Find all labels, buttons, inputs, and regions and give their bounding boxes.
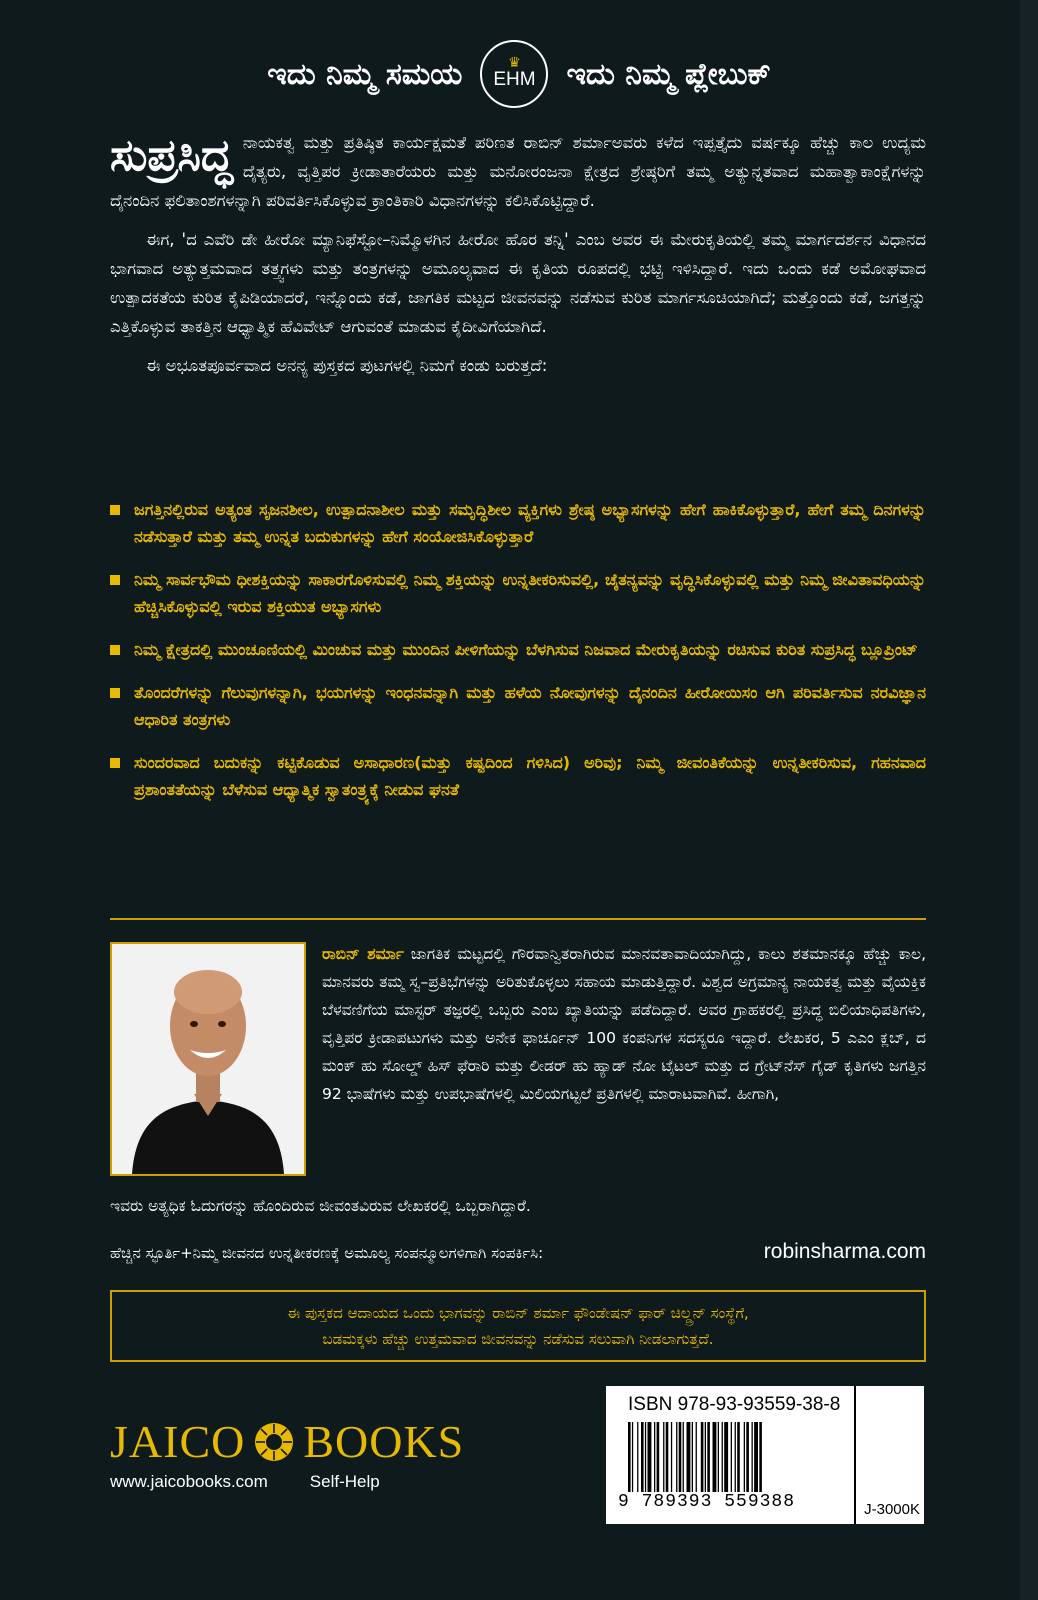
barcode-bar <box>731 1422 732 1492</box>
barcode-bar <box>648 1422 652 1492</box>
list-intro: ಈ ಅಭೂತಪೂರ್ವವಾದ ಅನನ್ಯ ಪುಸ್ತಕದ ಪುಟಗಳಲ್ಲಿ ನಿಮಗೆ ಕಂಡು ಬರುತ್ತದೆ: <box>146 356 548 375</box>
bullet-list <box>110 496 926 819</box>
barcode-bar <box>754 1422 758 1492</box>
square-bullet-icon <box>110 758 120 768</box>
list-item <box>110 566 926 620</box>
barcode-bar <box>628 1422 631 1492</box>
ehm-logo <box>480 40 548 108</box>
barcode-bar <box>701 1422 704 1492</box>
list-item <box>110 679 926 733</box>
barcode-bar <box>641 1422 644 1492</box>
barcode-bar <box>737 1422 740 1492</box>
list-item-text: ತೊಂದರೆಗಳನ್ನು ಗೆಲುವುಗಳನ್ನಾಗಿ, ಭಯಗಳನ್ನು ಇಂಧನವನ್ನಾಗಿ ಮತ್ತು ಹಳೆಯ ನೋವುಗಳನ್ನು ದೈನಂದಿನ ಹೀರೋಯಿಸಂ ಆಗಿ ಪರಿವರ್ತಿಸುವ ನರವಿಜ್ಞಾನ ಆಧಾರಿತ ತಂತ್ರಗಳು <box>134 683 926 729</box>
barcode-bar <box>705 1422 706 1492</box>
barcode-bar <box>683 1422 684 1492</box>
price-cell <box>854 1386 924 1524</box>
intro-paragraph-1: ನಾಯಕತ್ವ ಮತ್ತು ಪ್ರತಿಷ್ಠಿತ ಕಾರ್ಯಕ್ಷಮತೆ ಪರಿಣತ ರಾಬಿನ್ ಶರ್ಮಾಅವರು ಕಳೆದ ಇಪ್ಪತ್ತೈದು ವರ್ಷಕ್ಕೂ ಹೆಚ್ಚು ಕಾಲ ಉದ್ಯಮ ದೈತ್ಯರು, ವೃತ್ತಿಪರ ಕ್ರೀಡಾತಾರೆಯರು ಮತ್ತು ಮನೋರಂಜನಾ ಕ್ಷೇತ್ರದ ಶ್ರೇಷ್ಠರಿಗೆ ತಮ್ಮ ಅತ್ಯುನ್ನತವಾದ ಮಹಾತ್ವಾಕಾಂಕ್ಷೆಗಳನ್ನು ದೈನಂದಿನ ಫಲಿತಾಂಶಗಳನ್ನಾಗಿ ಪರಿವರ್ತಿಸಿಕೊಳ್ಳುವ ಕ್ರಾಂತಿಕಾರಿ ವಿಧಾನಗಳನ್ನು ಕಲಿಸಿಕೊಟ್ಟಿದ್ದಾರೆ. <box>110 133 926 210</box>
publisher-logo-right: BOOKS <box>303 1416 465 1467</box>
barcode-bar <box>637 1422 638 1492</box>
barcode-bar <box>632 1422 633 1492</box>
barcode-bar <box>746 1422 749 1492</box>
barcode-digits: 9 789393 559388 <box>618 1492 796 1512</box>
crown-icon: ♛ <box>508 55 521 71</box>
barcode-bar <box>722 1422 723 1492</box>
publisher-website[interactable]: www.jaicobooks.com <box>110 1472 268 1491</box>
donation-box <box>110 1290 926 1362</box>
publisher-block <box>110 1415 464 1492</box>
barcode-bar <box>687 1422 691 1492</box>
barcode-bar <box>676 1422 677 1492</box>
barcode-bar <box>752 1422 753 1492</box>
book-category: Self-Help <box>309 1472 380 1491</box>
barcode-bar <box>744 1422 745 1492</box>
barcode-bar <box>663 1422 664 1492</box>
cover-edge <box>1020 0 1038 1600</box>
barcode-bar <box>657 1422 660 1492</box>
list-item-text: ಜಗತ್ತಿನಲ್ಲಿರುವ ಅತ್ಯಂತ ಸೃಜನಶೀಲ, ಉತ್ಪಾದನಾಶೀಲ ಮತ್ತು ಸಮೃದ್ಧಿಶೀಲ ವ್ಯಕ್ತಿಗಳು ಶ್ರೇಷ್ಠ ಅಭ್ಯಾಸಗಳನ್ನು ಹೇಗೆ ಹಾಕಿಕೊಳ್ಳುತ್ತಾರೆ, ಹೇಗೆ ತಮ್ಮ ದಿನಗಳನ್ನು ನಡೆಸುತ್ತಾರೆ ಮತ್ತು ತಮ್ಮ ಉನ್ನತ ಬದುಕುಗಳನ್ನು ಹೇಗೆ ಸಂಯೋಜಿಸಿಕೊಳ್ಳುತ್ತಾರೆ <box>134 500 926 546</box>
square-bullet-icon <box>110 505 120 515</box>
barcode-bar <box>735 1422 736 1492</box>
author-bio <box>322 940 926 1108</box>
barcode-bar <box>724 1422 728 1492</box>
barcode-bar <box>707 1422 710 1492</box>
author-bio-continued: ಇವರು ಅತ್ಯಧಿಕ ಓದುಗರನ್ನು ಹೊಂದಿರುವ ಜೀವಂತವಿರುವ ಲೇಖಕರಲ್ಲಿ ಒಬ್ಬರಾಗಿದ್ದಾರೆ. <box>110 1197 531 1215</box>
barcode-bar <box>654 1422 655 1492</box>
publisher-logo <box>110 1415 464 1468</box>
list-item-text: ನಿಮ್ಮ ಕ್ಷೇತ್ರದಲ್ಲಿ ಮುಂಚೂಣಿಯಲ್ಲಿ ಮಿಂಚುವ ಮತ್ತು ಮುಂದಿನ ಪೀಳಿಗೆಯನ್ನು ಬೆಳಗಿಸುವ ನಿಜವಾದ ಮೇರುಕೃತಿಯನ್ನು ರಚಿಸುವ ಕುರಿತ ಸುಪ್ರಸಿದ್ಧ ಬ್ಲೂಪ್ರಿಂಟ್ <box>134 640 918 659</box>
section-divider <box>110 918 926 920</box>
author-bio-text: ಜಾಗತಿಕ ಮಟ್ಟದಲ್ಲಿ ಗೌರವಾನ್ವಿತರಾಗಿರುವ ಮಾನವತಾವಾದಿಯಾಗಿದ್ದು, ಕಾಲು ಶತಮಾನಕ್ಕೂ ಹೆಚ್ಚು ಕಾಲ, ಮಾನವರು ತಮ್ಮ ಸ್ವ–ಪ್ರತಿಭೆಗಳನ್ನು ಅರಿತುಕೊಳ್ಳಲು ಸಹಾಯ ಮಾಡುತ್ತಿದ್ದಾರೆ. ವಿಶ್ವದ ಅಗ್ರಮಾನ್ಯ ನಾಯಕತ್ವ ಮತ್ತು ವೈಯಕ್ತಿಕ ಬೆಳವಣಿಗೆಯ ಮಾಸ್ಟರ್ ತಜ್ಞರಲ್ಲಿ ಒಬ್ಬರು ಎಂಬ ಖ್ಯಾತಿಯನ್ನು ಪಡೆದಿದ್ದಾರೆ. ಅವರ ಗ್ರಾಹಕರಲ್ಲಿ ಪ್ರಸಿದ್ಧ ಬಿಲಿಯಾಧಿಪತಿಗಳು, ವೃತ್ತಿಪರ ಕ್ರೀಡಾಪಟುಗಳು ಮತ್ತು ಅನೇಕ ಫಾರ್ಚೂನ್ 100 ಕಂಪನಿಗಳ ಸದಸ್ಯರೂ ಇದ್ದಾರೆ. ಲೇಖಕರ, 5 ಎಎಂ ಕ್ಲಬ್, ದ ಮಂಕ್ ಹು ಸೋಲ್ಡ್ ಹಿಸ್ ಫೆರಾರಿ ಮತ್ತು ಲೀಡರ್ ಹು ಹ್ಯಾಡ್ ನೋ ಟೈಟಲ್ ಮತ್ತು ದ ಗ್ರೇಟ್‌ನೆಸ್ ಗೈಡ್ ಕೃತಿಗಳು ಜಗತ್ತಿನ 92 ಭಾಷೆಗಳು ಮತ್ತು ಉಪಭಾಷೆಗಳಲ್ಲಿ ಮಿಲಿಯಗಟ್ಟಲೆ ಪ್ರತಿಗಳಲ್ಲಿ ಮಾರಾಟವಾಗಿವೆ. ಹೀಗಾಗಿ, <box>322 945 926 1103</box>
list-item <box>110 496 926 550</box>
author-name: ರಾಬಿನ್ ಶರ್ಮಾ <box>322 945 404 963</box>
list-item-text: ಸುಂದರವಾದ ಬದುಕನ್ನು ಕಟ್ಟಿಕೊಡುವ ಅಸಾಧಾರಣ(ಮತ್ತು ಕಷ್ಟದಿಂದ ಗಳಿಸಿದ) ಅರಿವು; ನಿಮ್ಮ ಜೀವಂತಿಕೆಯನ್ನು ಉನ್ನತೀಕರಿಸುವ, ಗಹನವಾದ ಪ್ರಶಾಂತತೆಯನ್ನು ಬೆಳೆಸುವ ಆಧ್ಯಾತ್ಮಿಕ ಸ್ವಾತಂತ್ರ್ಯಕ್ಕೆ ನೀಡುವ ಘನತೆ <box>134 753 926 799</box>
barcode-bar <box>696 1422 697 1492</box>
donation-line-2: ಬಡಮಕ್ಕಳು ಹೆಚ್ಚು ಉತ್ತಮವಾದ ಜೀವನವನ್ನು ನಡೆಸುವ ಸಲುವಾಗಿ ನೀಡಲಾಗುತ್ತದೆ. <box>322 1330 714 1348</box>
barcode-bar <box>713 1422 717 1492</box>
barcode-bar <box>759 1422 762 1492</box>
list-item <box>110 636 926 663</box>
sun-icon <box>253 1421 295 1463</box>
contact-line <box>110 1240 926 1264</box>
barcode-bar <box>671 1422 672 1492</box>
barcode-box <box>606 1386 924 1524</box>
barcode-bar <box>645 1422 646 1492</box>
barcode-bar <box>692 1422 693 1492</box>
isbn-label: ISBN 978-93-93559-38-8 <box>628 1394 841 1415</box>
donation-line-1: ಈ ಪುಸ್ತಕದ ಆದಾಯದ ಒಂದು ಭಾಗವನ್ನು ರಾಬಿನ್ ಶರ್ಮಾ ಫೌಂಡೇಷನ್ ಫಾರ್ ಚಿಲ್ಡ್ರನ್ ಸಂಸ್ಥೆಗೆ, <box>287 1304 749 1322</box>
barcode-icon <box>628 1422 840 1492</box>
barcode-bar <box>718 1422 719 1492</box>
barcode-bar <box>679 1422 682 1492</box>
tagline-left: ಇದು ನಿಮ್ಮ ಸಮಯ <box>267 56 463 92</box>
author-portrait-illustration <box>112 944 304 1174</box>
barcode-bar <box>666 1422 669 1492</box>
square-bullet-icon <box>110 688 120 698</box>
publisher-meta <box>110 1472 464 1492</box>
tagline <box>0 40 1038 108</box>
publisher-logo-left: JAICO <box>110 1416 246 1467</box>
tagline-right: ಇದು ನಿಮ್ಮ ಪ್ಲೇಬುಕ್ <box>566 56 771 92</box>
contact-text: ಹೆಚ್ಚಿನ ಸ್ಫೂರ್ತಿ+ನಿಮ್ಮ ಜೀವನದ ಉನ್ನತೀಕರಣಕ್ಕೆ ಅಮೂಲ್ಯ ಸಂಪನ್ಮೂಲಗಳಿಗಾಗಿ ಸಂಪರ್ಕಿಸಿ: <box>110 1244 544 1262</box>
intro-paragraph-2: ಈಗ, 'ದ ಎವೆರಿ ಡೇ ಹೀರೋ ಮ್ಯಾನಿಫೆಸ್ಟೋ–ನಿಮ್ಮೊಳಗಿನ ಹೀರೋ ಹೊರ ತನ್ನಿ' ಎಂಬ ಅವರ ಈ ಮೇರುಕೃತಿಯಲ್ಲಿ ತಮ್ಮ ಮಾರ್ಗದರ್ಶನ ವಿಧಾನದ ಭಾಗವಾದ ಅತ್ಯುತ್ತಮವಾದ ತತ್ತ್ವಗಳು ಮತ್ತು ತಂತ್ರಗಳನ್ನು ಅಮೂಲ್ಯವಾದ ಈ ಕೃತಿಯ ರೂಪದಲ್ಲಿ ಭಟ್ಟಿ ಇಳಿಸಿದ್ದಾರೆ. ಇದು ಒಂದು ಕಡೆ ಅಮೋಘವಾದ ಉತ್ಪಾದಕತೆಯ ಕುರಿತ ಕೈಪಿಡಿಯಾದರೆ, ಇನ್ನೊಂದು ಕಡೆ, ಜಾಗತಿಕ ಮಟ್ಟದ ಜೀವನವನ್ನು ನಡೆಸುವ ಕುರಿತ ಮಾರ್ಗಸೂಚಿಯಾಗಿದೆ; ಮತ್ತೊಂದು ಕಡೆ, ಜಗತ್ತನ್ನು ಎತ್ತಿಕೊಳ್ಳುವ ತಾಕತ್ತಿನ ಆಧ್ಯಾತ್ಮಿಕ ಹೆವಿವೇಟ್ ಆಗುವಂತೆ ಮಾಡುವ ಕೈದೀವಿಗೆಯಾಗಿದೆ. <box>110 230 926 336</box>
price-code: J-3000K <box>864 1501 920 1518</box>
list-item-text: ನಿಮ್ಮ ಸಾರ್ವಭೌಮ ಧೀಶಕ್ತಿಯನ್ನು ಸಾಕಾರಗೊಳಿಸುವಲ್ಲಿ ನಿಮ್ಮ ಶಕ್ತಿಯನ್ನು ಉನ್ನತೀಕರಿಸುವಲ್ಲಿ, ಚೈತನ್ಯವನ್ನು ವೃದ್ಧಿಸಿಕೊಳ್ಳುವಲ್ಲಿ ಮತ್ತು ನಿಮ್ಮ ಜೀವಿತಾವಧಿಯನ್ನು ಹೆಚ್ಚಿಸಿಕೊಳ್ಳುವಲ್ಲಿ ಇರುವ ಶಕ್ತಿಯುತ ಅಭ್ಯಾಸಗಳು <box>134 570 926 616</box>
intro-section <box>110 128 926 380</box>
ehm-logo-text: EHM <box>493 69 536 90</box>
website-link[interactable]: robinsharma.com <box>763 1240 926 1263</box>
square-bullet-icon <box>110 645 120 655</box>
square-bullet-icon <box>110 575 120 585</box>
list-item <box>110 749 926 803</box>
author-photo <box>110 942 306 1176</box>
intro-dropcap: ಸುಪ್ರಸಿದ್ಧ <box>110 130 233 181</box>
